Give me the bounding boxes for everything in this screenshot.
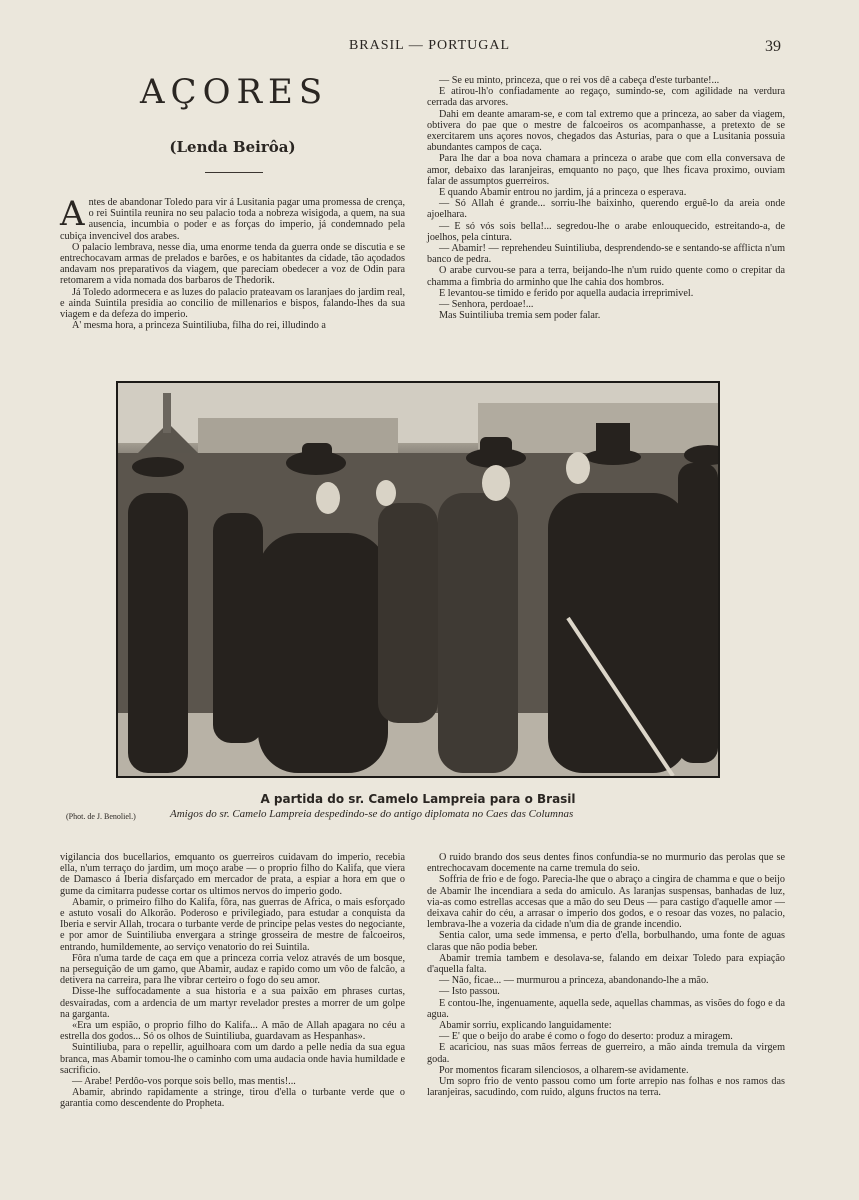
article-subtitle: (Lenda Beirôa) bbox=[169, 138, 296, 156]
paragraph: Suintiliuba, para o repellir, aguilhoara com um dardo a pelle nedia da sua egua branca, mas Abamir tomou-lhe o caminho com uma audacia onde havia humildade e sacrificio. bbox=[60, 1042, 405, 1076]
running-title: BRASIL — PORTUGAL bbox=[348, 38, 511, 53]
photo-caption-title: A partida do sr. Camelo Lampreia para o Brasil bbox=[260, 792, 576, 806]
paragraph: Mas Suintiliuba tremia sem poder falar. bbox=[439, 310, 601, 322]
paragraph: — E só vós sois bella!... segredou-lhe o arabe enlouquecido, estreitando-a, de joelhos, pela cintura. bbox=[427, 220, 785, 243]
paragraph-text: ntes de abandonar Toledo para vir á Lusitania pagar uma promessa de crença, o rei Suintila reunira no seu palacio toda a nobreza wisigoda, a quem, na sua ausencia, incumbia o poder e as forças do imperio, já condemnado pela cubiça invencivel dos arabes. bbox=[60, 197, 405, 242]
photo-credit: (Phot. de J. Benoliel.) bbox=[66, 812, 136, 821]
column-top-left bbox=[60, 194, 405, 332]
paragraph: E atirou-lh'o confiadamente ao regaço, sumindo-se, com agilidade na verdura cerrada das arvores. bbox=[427, 86, 785, 109]
page-number: 39 bbox=[765, 38, 781, 55]
paragraph: O palacio lembrava, nesse dia, uma enorme tenda da guerra onde se discutia e se entrechocavam armas de prelados e barões, e os habitantes da cidade, tão açodados andavam nos preparativos da viagem, que pareciam obedecer a voz de Odin para retomarem a vida nomada dos barbaros de Thedorik. bbox=[60, 241, 405, 287]
paragraph: — Abamir! — reprehendeu Suintiliuba, desprendendo-se e sentando-se afflicta n'um banco de pedra. bbox=[427, 243, 785, 266]
paragraph: A' mesma hora, a princeza Suintiliuba, filha do rei, illudindo a bbox=[72, 320, 326, 332]
column-bottom-left bbox=[60, 852, 405, 1110]
paragraph: Abamir, o primeiro filho do Kalifa, fôra, nas guerras de Africa, o mais esforçado e astuto vosali do Alkorão. Poderoso e privilegiado, para estudar a conquista da Iberia e servir Allah, trocara o turbante verde de principe pelas vestes do negociante, e por amor de Suintiliuba envergara a stringe grosseira de mestre de falcoeiros, entrando, humildemente, ao serviço venatorio do rei Suintila. bbox=[60, 896, 405, 953]
paragraph bbox=[60, 194, 405, 242]
paragraph: — Se eu minto, princeza, que o rei vos dê a cabeça d'este turbante!... bbox=[439, 75, 720, 86]
photo-caption: Amigos do sr. Camelo Lampreia despedindo-se do antigo diplomata no Caes das Columnas bbox=[170, 808, 574, 820]
drop-cap: A bbox=[60, 194, 85, 234]
paragraph: E quando Abamir entrou no jardim, já a princeza o esperava. bbox=[439, 187, 687, 199]
paragraph: — Não, ficae... — murmurou a princeza, abandonando-lhe a mão. bbox=[439, 975, 709, 987]
paragraph: Por momentos ficaram silenciosos, a olharem-se avidamente. bbox=[439, 1064, 689, 1076]
paragraph: — Isto passou. bbox=[439, 986, 500, 998]
paragraph: Para lhe dar a boa nova chamara a princeza o arabe que com ella conversava de amor, debaixo das laranjeiras, emquanto no paço, que lhes ficava proximo, ouviam falar de assumptos guerreiros. bbox=[427, 153, 785, 187]
paragraph: — E' que o beijo do arabe é como o fogo do deserto: produz a miragem. bbox=[439, 1031, 733, 1043]
paragraph: Soffria de frio e de fogo. Parecia-lhe que o abraço a cingira de chamma e que o beijo de Abamir lhe incendiara a seda do amiculo. As laranjas suspensas, banhadas de luz, via-as como estrellas accesas que a mão do seu Deus — para castigo d'aquelle amor — deixava cahir do céu, a arrasar o imperio dos godos, e o resoar das vozes, no palacio, lembrava-lhe a vozeria da cidade n'um dia de grande incendio. bbox=[427, 874, 785, 931]
paragraph: «Era um espião, o proprio filho do Kalifa... A mão de Allah apagara no céu a estrella dos godos... Só os olhos de Suintiliuba, guardavam as Hespanhas». bbox=[60, 1020, 405, 1043]
paragraph: E contou-lhe, ingenuamente, aquella sede, aquellas chammas, as visões do fogo e da agua. bbox=[427, 997, 785, 1020]
paragraph: — Senhora, perdoae!... bbox=[439, 299, 534, 311]
paragraph: E levantou-se timido e ferido por aquella audacia irreprimivel. bbox=[439, 287, 694, 299]
column-top-right bbox=[427, 75, 785, 321]
title-divider bbox=[205, 172, 263, 173]
paragraph: Sentia calor, uma sede immensa, e perto d'ella, borbulhando, uma fonte de aguas claras que não podia beber. bbox=[427, 930, 785, 953]
photo-illustration bbox=[118, 383, 718, 776]
paragraph: — Arabe! Perdôo-vos porque sois bello, mas mentis!... bbox=[72, 1076, 296, 1088]
paragraph: Abamir tremia tambem e desolava-se, falando em deixar Toledo para expiação d'aquella falta. bbox=[427, 952, 785, 976]
paragraph: Já Toledo adormecera e as luzes do palacio prateavam os laranjaes do jardim real, e ainda Suintila presidia ao concilio de millenarios e bispos, falando-lhes da sua viagem e da defeza do imperio. bbox=[60, 286, 405, 321]
paragraph: Fôra n'uma tarde de caça em que a princeza corria veloz através de um bosque, na perseguição de um gamo, que Abamir, audaz e rapido como um vôo de falcão, a detivera na carreira, para lhe vibrar certeiro o fogo do seu amor. bbox=[60, 952, 405, 987]
paragraph: Dahi em deante amaram-se, e com tal extremo que a princeza, ao saber da viagem, obtivera do pae que o mestre de falcoeiros os acompanhasse, a pretexto de se exercitarem uns açores novos, chegados das Asturias, para o que a Lusitania possuia abundantes campos de caça. bbox=[427, 108, 785, 154]
paragraph: Abamir sorriu, explicando languidamente: bbox=[439, 1020, 612, 1032]
paragraph: Disse-lhe suffocadamente a sua historia e a sua paixão em phrases curtas, desvairadas, com a ardencia de um martyr revelador prestes a morrer de um golpe na garganta. bbox=[60, 986, 405, 1020]
news-photograph bbox=[116, 381, 720, 778]
paragraph: Abamir, abrindo rapidamente a stringe, tirou d'ella o turbante verde que o garantia como descendente do Propheta. bbox=[60, 1087, 405, 1110]
paragraph: O arabe curvou-se para a terra, beijando-lhe n'um ruido quente como o crepitar da chamma a fimbria do arminho que lhe cahia dos hombros. bbox=[427, 265, 785, 288]
article-title: AÇORES bbox=[140, 72, 329, 112]
paragraph: vigilancia dos bucellarios, emquanto os guerreiros cuidavam do imperio, recebia ella, n'um terraço do jardim, um moço arabe — o proprio filho do Kalifa, que viera de Damasco á Iberia disfarçado em mercador de prata, a espiar a hora em que o gume da cimitarra pudesse cortar os ultimos nervos do imperio godo. bbox=[60, 852, 405, 897]
column-bottom-right bbox=[427, 852, 785, 1098]
paragraph: — Só Allah é grande... sorriu-lhe baixinho, querendo erguê-lo da areia onde ajoelhara. bbox=[427, 198, 785, 221]
paragraph: Um sopro frio de vento passou como um forte arrepio nas folhas e nos ramos das laranjeiras, sacudindo, com ruido, alguns fructos na terra. bbox=[427, 1076, 785, 1099]
paragraph: E acariciou, nas suas mãos ferreas de guerreiro, a mão ainda tremula da virgem goda. bbox=[427, 1042, 785, 1065]
paragraph: O ruido brando dos seus dentes finos confundia-se no murmurio das perolas que se entrechocavam docemente na carne tremula do seio. bbox=[427, 852, 785, 875]
